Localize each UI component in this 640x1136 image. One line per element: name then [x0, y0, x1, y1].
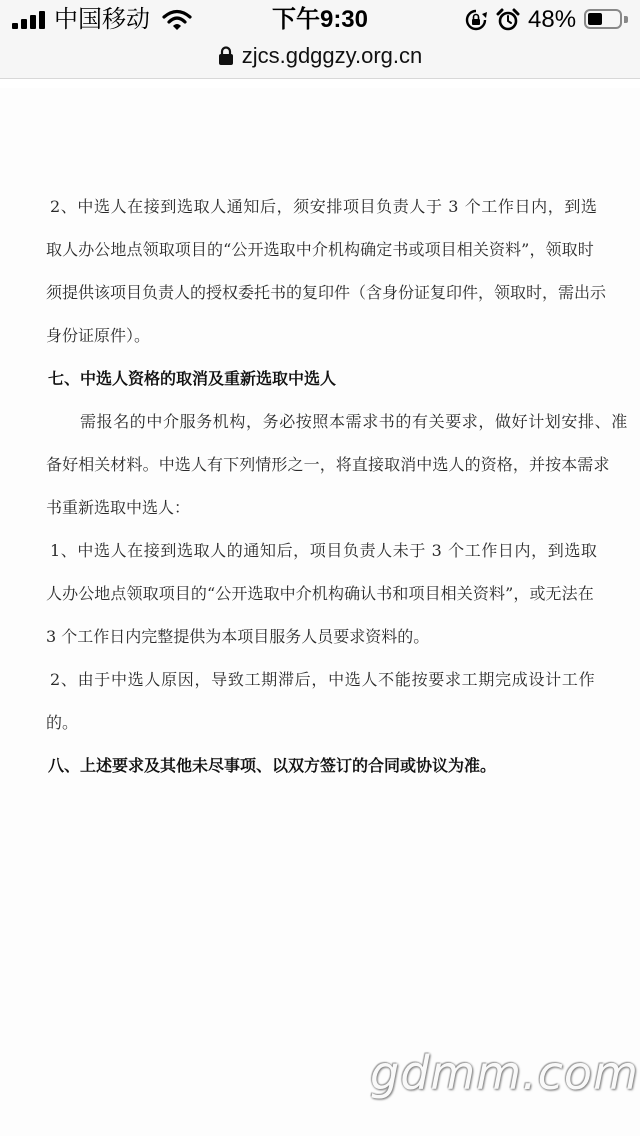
- lock-icon: [218, 46, 234, 66]
- orientation-lock-icon: [465, 9, 487, 31]
- doc-line: 2、由于中选人原因，导致工期滞后，中选人不能按要求工期完成设计工作: [50, 670, 596, 689]
- document-page: [0, 88, 640, 1136]
- watermark-logo: gdmm.com: [370, 1046, 639, 1100]
- battery-percent: 48%: [528, 6, 577, 33]
- doc-line: 备好相关材料。中选人有下列情形之一，将直接取消中选人的资格，并按本需求: [46, 455, 610, 474]
- alarm-icon: [496, 8, 520, 32]
- status-bar: [0, 0, 640, 40]
- carrier-name: 中国移动: [54, 6, 150, 33]
- doc-line: 人办公地点领取项目的“公开选取中介机构确认书和项目相关资料”，或无法在: [46, 584, 594, 603]
- doc-line: 须提供该项目负责人的授权委托书的复印件（含身份证复印件，领取时，需出示: [46, 283, 607, 302]
- doc-line: 的。: [46, 713, 79, 732]
- section-heading: 七、中选人资格的取消及重新选取中选人: [48, 369, 337, 388]
- doc-line: 身份证原件）。: [46, 326, 151, 345]
- doc-line: 1、中选人在接到选取人的通知后，项目负责人未于 3 个工作日内，到选取: [50, 541, 598, 560]
- battery-icon: [584, 9, 630, 31]
- section-heading: 八、上述要求及其他未尽事项、以双方签订的合同或协议为准。: [48, 756, 497, 775]
- doc-line: 取人办公地点领取项目的“公开选取中介机构确定书或项目相关资料”，领取时: [46, 240, 594, 259]
- doc-line: 书重新选取中选人：: [46, 498, 191, 517]
- address-bar[interactable]: [0, 40, 640, 79]
- doc-line: 3 个工作日内完整提供为本项目服务人员要求资料的。: [46, 627, 430, 646]
- status-time: 下午9:30: [271, 6, 369, 33]
- doc-line: 2、中选人在接到选取人通知后，须安排项目负责人于 3 个工作日内，到选: [50, 197, 598, 216]
- url-text: zjcs.gdggzy.org.cn: [241, 43, 423, 68]
- doc-line: 需报名的中介服务机构，务必按照本需求书的有关要求，做好计划安排、准: [80, 412, 628, 431]
